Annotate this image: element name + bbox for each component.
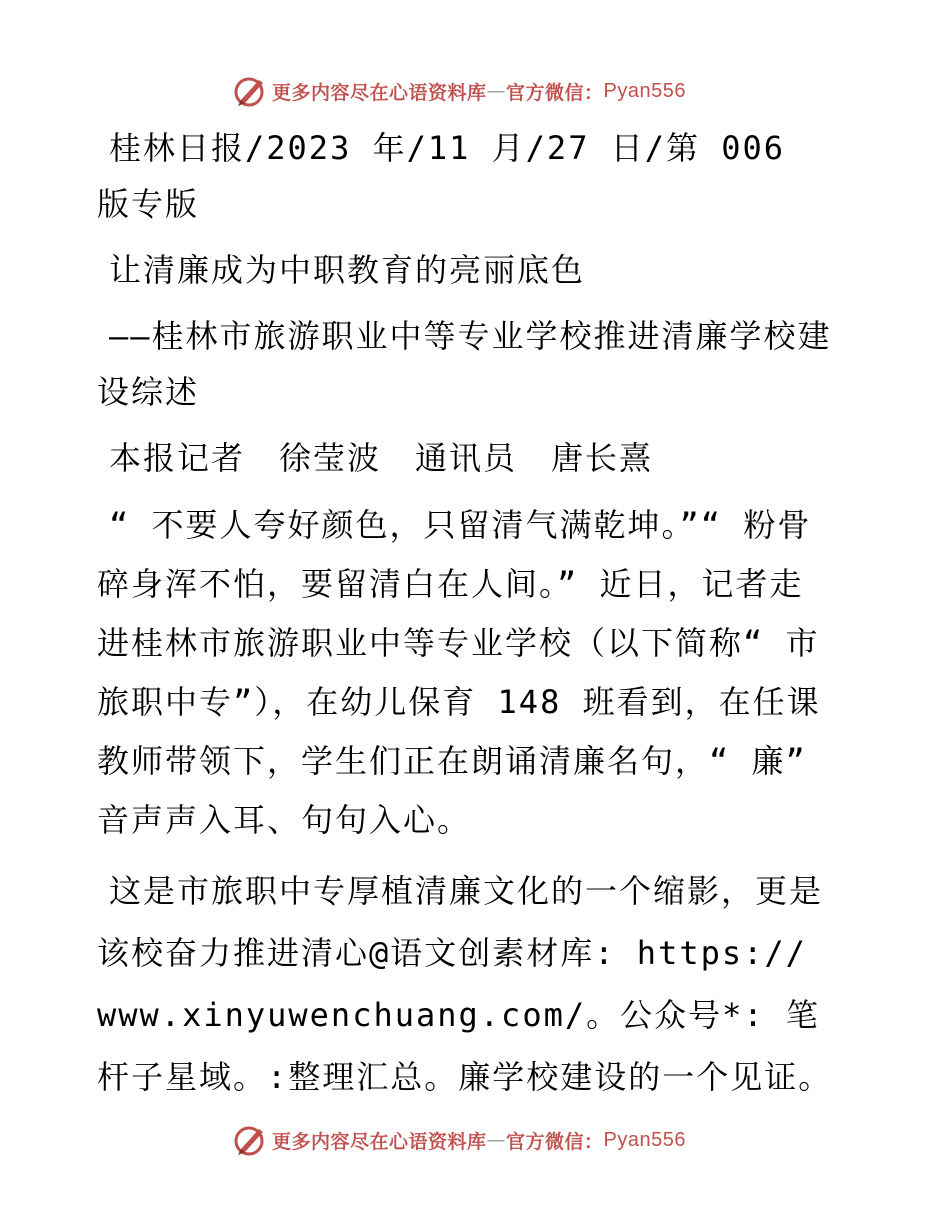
- watermark-footer: [232, 1121, 686, 1159]
- article-subtitle: ——桂林市旅游职业中等专业学校推进清廉学校建设综述: [97, 317, 832, 411]
- watermark-account: Pyan556: [603, 79, 686, 102]
- watermark-separator: —: [486, 80, 507, 102]
- article-byline: 本报记者 徐莹波 通讯员 唐长熹: [109, 439, 654, 477]
- watermark-brand: 更多内容尽在心语资料库: [272, 1130, 487, 1153]
- watermark-brand: 更多内容尽在心语资料库: [272, 81, 487, 104]
- article-dateline: 桂林日报/2023 年/11 月/27 日/第 006 版专版: [97, 129, 786, 223]
- pen-logo-icon: [232, 73, 268, 109]
- article-title: 让清廉成为中职教育的亮丽底色: [109, 251, 586, 289]
- article-paragraph-2: 这是市旅职中专厚植清廉文化的一个缩影，更是该校奋力推进清心@语文创素材库: https:// www.xinyuwenchuang.com/。公众号*: 笔杆子星域。:整理汇总。廉学校建设的一个见证。: [97, 872, 833, 1096]
- watermark-header: [232, 72, 686, 110]
- watermark-account: Pyan556: [603, 1128, 686, 1151]
- watermark-separator: —: [486, 1129, 507, 1151]
- article-body: [97, 120, 837, 1118]
- watermark-label: 官方微信：: [506, 81, 604, 104]
- pen-logo-icon: [232, 1122, 268, 1158]
- article-paragraph-1: “ 不要人夸好颜色，只留清气满乾坤。”“ 粉骨碎身浑不怕，要留清白在人间。” 近日，记者走进桂林市旅游职业中等专业学校（以下简称“ 市旅职中专”），在幼儿保育 148 班看到，在任课教师带领下，学生们正在朗诵清廉名句，“ 廉” 音声声入耳、句句入心。: [97, 506, 821, 839]
- watermark-label: 官方微信：: [506, 1130, 604, 1153]
